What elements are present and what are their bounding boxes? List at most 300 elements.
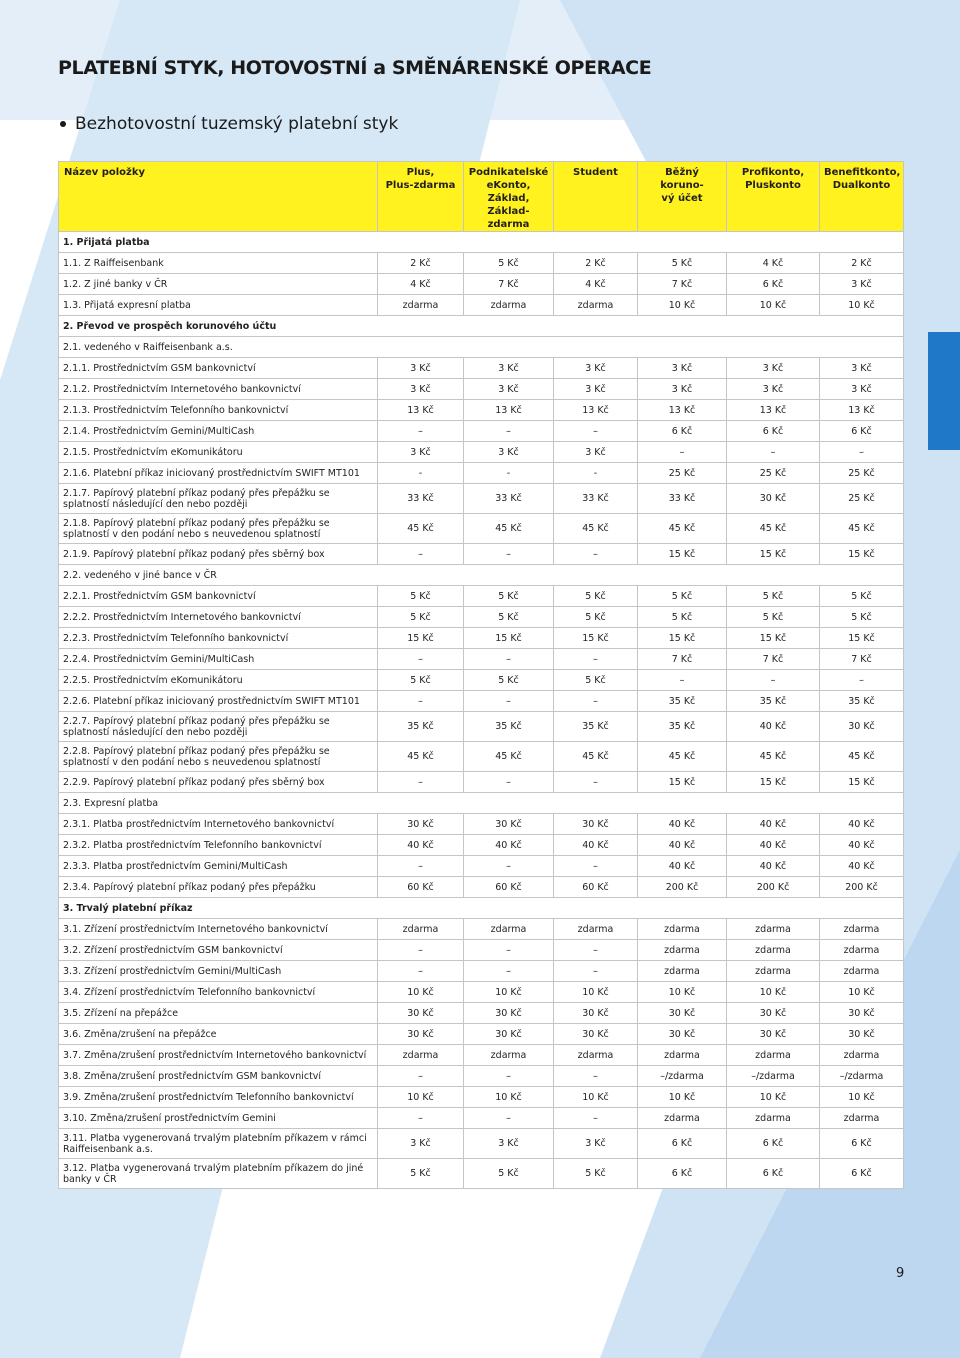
fee-value: 4 Kč xyxy=(727,253,820,274)
fee-value: – xyxy=(378,691,464,712)
header-cell-account: Běžný koruno- vý účet xyxy=(638,162,727,232)
fee-value: 35 Kč xyxy=(378,712,464,742)
fee-value: 10 Kč xyxy=(820,982,904,1003)
page-number: 9 xyxy=(896,1266,905,1281)
fee-value: zdarma xyxy=(727,1045,820,1066)
fee-value: 10 Kč xyxy=(727,1087,820,1108)
fee-value: 40 Kč xyxy=(554,835,638,856)
row-label: 2.2.6. Platební příkaz iniciovaný prostřednictvím SWIFT MT101 xyxy=(59,691,378,712)
fee-value: 13 Kč xyxy=(554,400,638,421)
fee-value: zdarma xyxy=(820,1045,904,1066)
fee-value: 5 Kč xyxy=(464,586,554,607)
fee-value: zdarma xyxy=(820,940,904,961)
page-title: PLATEBNÍ STYK, HOTOVOSTNÍ a SMĚNÁRENSKÉ OPERACE xyxy=(58,57,652,79)
fee-value: 6 Kč xyxy=(727,1129,820,1159)
fee-value: 5 Kč xyxy=(727,586,820,607)
fee-value: zdarma xyxy=(727,961,820,982)
fee-value: 13 Kč xyxy=(638,400,727,421)
fee-value: – xyxy=(464,1108,554,1129)
fee-value: 30 Kč xyxy=(727,484,820,514)
fee-value: 5 Kč xyxy=(378,1159,464,1189)
fee-value: 3 Kč xyxy=(554,442,638,463)
fee-value: 10 Kč xyxy=(638,982,727,1003)
fee-value: 35 Kč xyxy=(638,712,727,742)
fee-value: – xyxy=(554,940,638,961)
row-label: 2.3.4. Papírový platební příkaz podaný přes přepážku xyxy=(59,877,378,898)
row-label: 2.1.4. Prostřednictvím Gemini/MultiCash xyxy=(59,421,378,442)
fee-value: 5 Kč xyxy=(464,1159,554,1189)
fee-value: 30 Kč xyxy=(464,1024,554,1045)
side-tab-marker xyxy=(928,332,960,450)
table-row xyxy=(59,877,904,898)
fee-value: 10 Kč xyxy=(464,982,554,1003)
table-row xyxy=(59,1108,904,1129)
table-row xyxy=(59,1087,904,1108)
fee-value: – xyxy=(727,442,820,463)
table-row xyxy=(59,463,904,484)
row-label: 2.2.3. Prostřednictvím Telefonního bankovnictví xyxy=(59,628,378,649)
table-row xyxy=(59,1045,904,1066)
fee-value: 3 Kč xyxy=(464,358,554,379)
fee-value: 25 Kč xyxy=(820,463,904,484)
fee-value: – xyxy=(464,1066,554,1087)
table-row xyxy=(59,835,904,856)
fee-value: 5 Kč xyxy=(464,607,554,628)
table-row xyxy=(59,1066,904,1087)
fee-value: 25 Kč xyxy=(820,484,904,514)
fee-value: zdarma xyxy=(638,961,727,982)
fee-value: 6 Kč xyxy=(727,1159,820,1189)
row-label: 2.1.9. Papírový platební příkaz podaný přes sběrný box xyxy=(59,544,378,565)
fee-value: 30 Kč xyxy=(378,1003,464,1024)
table-row xyxy=(59,1159,904,1189)
fee-value: 30 Kč xyxy=(638,1003,727,1024)
fee-value: 45 Kč xyxy=(554,742,638,772)
row-label: 1.3. Přijatá expresní platba xyxy=(59,295,378,316)
fee-value: 25 Kč xyxy=(638,463,727,484)
fee-value: – xyxy=(378,421,464,442)
row-label: 2.2.7. Papírový platební příkaz podaný přes přepážku se splatností následující den nebo později xyxy=(59,712,378,742)
fee-value: 5 Kč xyxy=(727,607,820,628)
fee-value: 10 Kč xyxy=(638,1087,727,1108)
fee-value: 35 Kč xyxy=(464,712,554,742)
fee-value: 15 Kč xyxy=(554,628,638,649)
fee-value: 5 Kč xyxy=(554,607,638,628)
fee-value: 15 Kč xyxy=(464,628,554,649)
row-label: 2.2.4. Prostřednictvím Gemini/MultiCash xyxy=(59,649,378,670)
table-row xyxy=(59,358,904,379)
fee-value: – xyxy=(464,772,554,793)
row-label: 3.1. Zřízení prostřednictvím Internetového bankovnictví xyxy=(59,919,378,940)
row-label: 2.1.2. Prostřednictvím Internetového bankovnictví xyxy=(59,379,378,400)
row-label: 3.4. Zřízení prostřednictvím Telefonního bankovnictví xyxy=(59,982,378,1003)
fee-value: 6 Kč xyxy=(727,421,820,442)
fee-value: 33 Kč xyxy=(464,484,554,514)
fee-value: 10 Kč xyxy=(464,1087,554,1108)
fee-value: 15 Kč xyxy=(820,544,904,565)
row-label: 2.3.2. Platba prostřednictvím Telefonního bankovnictví xyxy=(59,835,378,856)
fee-value: 4 Kč xyxy=(554,274,638,295)
fee-value: – xyxy=(638,670,727,691)
row-label: 2.1.5. Prostřednictvím eKomunikátoru xyxy=(59,442,378,463)
fee-value: 13 Kč xyxy=(464,400,554,421)
fee-value: – xyxy=(378,772,464,793)
row-label: 3.10. Změna/zrušení prostřednictvím Gemini xyxy=(59,1108,378,1129)
fee-value: 15 Kč xyxy=(820,628,904,649)
fee-value: 30 Kč xyxy=(378,814,464,835)
table-row xyxy=(59,253,904,274)
fee-value: 13 Kč xyxy=(727,400,820,421)
fee-value: 45 Kč xyxy=(820,514,904,544)
fee-value: 45 Kč xyxy=(378,742,464,772)
table-row xyxy=(59,628,904,649)
table-row xyxy=(59,712,904,742)
fee-value: 6 Kč xyxy=(820,421,904,442)
fee-value: 35 Kč xyxy=(820,691,904,712)
fee-value: 40 Kč xyxy=(820,835,904,856)
table-row xyxy=(59,295,904,316)
row-label: 2.2. vedeného v jiné bance v ČR xyxy=(59,565,904,586)
fee-value: 6 Kč xyxy=(820,1129,904,1159)
fee-value: 15 Kč xyxy=(638,628,727,649)
table-row xyxy=(59,772,904,793)
header-cell-name: Název položky xyxy=(59,162,378,232)
row-label: 3.8. Změna/zrušení prostřednictvím GSM bankovnictví xyxy=(59,1066,378,1087)
fee-value: zdarma xyxy=(378,919,464,940)
table-row xyxy=(59,1024,904,1045)
fee-value: zdarma xyxy=(464,295,554,316)
fee-value: – xyxy=(554,961,638,982)
fee-value: 5 Kč xyxy=(638,253,727,274)
table-row xyxy=(59,400,904,421)
fee-value: 30 Kč xyxy=(727,1003,820,1024)
fee-value: 13 Kč xyxy=(820,400,904,421)
subsection-row xyxy=(59,565,904,586)
fee-value: 5 Kč xyxy=(464,670,554,691)
table-row xyxy=(59,814,904,835)
fee-value: 5 Kč xyxy=(378,586,464,607)
fee-value: 15 Kč xyxy=(727,772,820,793)
fee-value: 40 Kč xyxy=(464,835,554,856)
header-cell-account: Podnikatelské eKonto, Základ, Základ-zdarma xyxy=(464,162,554,232)
section-row xyxy=(59,232,904,253)
fee-value: 45 Kč xyxy=(820,742,904,772)
fee-value: 10 Kč xyxy=(820,295,904,316)
fee-value: 5 Kč xyxy=(378,607,464,628)
row-label: 3. Trvalý platební příkaz xyxy=(59,898,904,919)
fee-value: 3 Kč xyxy=(464,379,554,400)
row-label: 2.3. Expresní platba xyxy=(59,793,904,814)
fee-value: – xyxy=(820,670,904,691)
fee-value: – xyxy=(378,1108,464,1129)
fee-value: 3 Kč xyxy=(464,1129,554,1159)
fee-value: 10 Kč xyxy=(727,295,820,316)
fee-value: 2 Kč xyxy=(378,253,464,274)
table-row xyxy=(59,1129,904,1159)
table-row xyxy=(59,856,904,877)
fee-value: 5 Kč xyxy=(464,253,554,274)
fee-value: 33 Kč xyxy=(638,484,727,514)
fee-value: 35 Kč xyxy=(554,712,638,742)
section-row xyxy=(59,898,904,919)
fee-table xyxy=(58,161,904,1189)
fee-value: 45 Kč xyxy=(464,742,554,772)
fee-value: 40 Kč xyxy=(638,856,727,877)
row-label: 3.9. Změna/zrušení prostřednictvím Telefonního bankovnictví xyxy=(59,1087,378,1108)
fee-value: 15 Kč xyxy=(638,544,727,565)
fee-value: - xyxy=(554,463,638,484)
table-row xyxy=(59,1003,904,1024)
subsection-row xyxy=(59,337,904,358)
fee-value: 30 Kč xyxy=(820,1024,904,1045)
fee-value: 3 Kč xyxy=(554,358,638,379)
fee-value: zdarma xyxy=(554,295,638,316)
fee-value: 5 Kč xyxy=(638,586,727,607)
fee-value: 60 Kč xyxy=(554,877,638,898)
fee-value: –/zdarma xyxy=(727,1066,820,1087)
fee-value: 3 Kč xyxy=(820,358,904,379)
section-row xyxy=(59,316,904,337)
fee-value: 30 Kč xyxy=(464,814,554,835)
fee-value: 45 Kč xyxy=(638,514,727,544)
fee-value: 40 Kč xyxy=(727,712,820,742)
fee-value: – xyxy=(378,940,464,961)
table-row xyxy=(59,586,904,607)
fee-value: 45 Kč xyxy=(554,514,638,544)
row-label: 1. Přijatá platba xyxy=(59,232,904,253)
fee-value: 3 Kč xyxy=(638,358,727,379)
fee-value: zdarma xyxy=(378,295,464,316)
fee-value: – xyxy=(378,961,464,982)
header-cell-account: Profikonto, Pluskonto xyxy=(727,162,820,232)
fee-value: 15 Kč xyxy=(727,544,820,565)
fee-value: 7 Kč xyxy=(638,649,727,670)
fee-value: 45 Kč xyxy=(638,742,727,772)
fee-value: 6 Kč xyxy=(820,1159,904,1189)
fee-value: zdarma xyxy=(554,1045,638,1066)
fee-value: 7 Kč xyxy=(727,649,820,670)
fee-value: – xyxy=(554,1066,638,1087)
fee-value: 15 Kč xyxy=(638,772,727,793)
fee-value: zdarma xyxy=(820,1108,904,1129)
table-row xyxy=(59,742,904,772)
row-label: 3.2. Zřízení prostřednictvím GSM bankovnictví xyxy=(59,940,378,961)
fee-value: 3 Kč xyxy=(820,379,904,400)
fee-value: 40 Kč xyxy=(638,835,727,856)
fee-value: – xyxy=(554,772,638,793)
fee-value: 200 Kč xyxy=(638,877,727,898)
fee-value: 10 Kč xyxy=(638,295,727,316)
fee-value: zdarma xyxy=(727,1108,820,1129)
fee-value: 7 Kč xyxy=(638,274,727,295)
fee-value: –/zdarma xyxy=(638,1066,727,1087)
fee-value: 200 Kč xyxy=(727,877,820,898)
fee-value: – xyxy=(378,649,464,670)
fee-value: 40 Kč xyxy=(638,814,727,835)
fee-value: 40 Kč xyxy=(727,835,820,856)
row-label: 2.2.5. Prostřednictvím eKomunikátoru xyxy=(59,670,378,691)
fee-value: 30 Kč xyxy=(820,712,904,742)
fee-value: zdarma xyxy=(820,961,904,982)
fee-value: 40 Kč xyxy=(378,835,464,856)
fee-value: 5 Kč xyxy=(820,607,904,628)
table-row xyxy=(59,274,904,295)
fee-value: 30 Kč xyxy=(378,1024,464,1045)
fee-value: 6 Kč xyxy=(638,1129,727,1159)
row-label: 2.2.1. Prostřednictvím GSM bankovnictví xyxy=(59,586,378,607)
table-body xyxy=(59,232,904,1189)
fee-value: zdarma xyxy=(638,1045,727,1066)
fee-value: 3 Kč xyxy=(638,379,727,400)
fee-value: 200 Kč xyxy=(820,877,904,898)
table-row xyxy=(59,484,904,514)
row-label: 3.5. Zřízení na přepážce xyxy=(59,1003,378,1024)
table-row xyxy=(59,544,904,565)
fee-value: – xyxy=(727,670,820,691)
fee-value: zdarma xyxy=(464,919,554,940)
fee-value: zdarma xyxy=(727,940,820,961)
fee-value: 15 Kč xyxy=(820,772,904,793)
fee-value: – xyxy=(554,1108,638,1129)
fee-value: 3 Kč xyxy=(727,358,820,379)
fee-value: 4 Kč xyxy=(378,274,464,295)
fee-value: 10 Kč xyxy=(820,1087,904,1108)
fee-value: 30 Kč xyxy=(554,814,638,835)
row-label: 2.2.2. Prostřednictvím Internetového bankovnictví xyxy=(59,607,378,628)
row-label: 2.1.8. Papírový platební příkaz podaný přes přepážku se splatností v den podání nebo s neuvedenou splatností xyxy=(59,514,378,544)
fee-value: 33 Kč xyxy=(554,484,638,514)
header-cell-account: Benefitkonto, Dualkonto xyxy=(820,162,904,232)
table-row xyxy=(59,919,904,940)
table-row xyxy=(59,982,904,1003)
table-row xyxy=(59,379,904,400)
header-cell-account: Student xyxy=(554,162,638,232)
row-label: 3.7. Změna/zrušení prostřednictvím Internetového bankovnictví xyxy=(59,1045,378,1066)
fee-value: 60 Kč xyxy=(378,877,464,898)
fee-value: – xyxy=(378,1066,464,1087)
header-cell-account: Plus, Plus-zdarma xyxy=(378,162,464,232)
table-row xyxy=(59,940,904,961)
fee-value: - xyxy=(464,463,554,484)
fee-value: zdarma xyxy=(638,919,727,940)
fee-value: 3 Kč xyxy=(554,1129,638,1159)
fee-value: 3 Kč xyxy=(464,442,554,463)
fee-value: – xyxy=(464,421,554,442)
row-label: 3.11. Platba vygenerovaná trvalým platebním příkazem v rámci Raiffeisenbank a.s. xyxy=(59,1129,378,1159)
fee-value: – xyxy=(554,856,638,877)
fee-value: 10 Kč xyxy=(727,982,820,1003)
fee-value: 5 Kč xyxy=(554,586,638,607)
fee-value: – xyxy=(464,544,554,565)
fee-value: 5 Kč xyxy=(378,670,464,691)
fee-value: 30 Kč xyxy=(638,1024,727,1045)
fee-value: – xyxy=(638,442,727,463)
fee-value: 25 Kč xyxy=(727,463,820,484)
table-row xyxy=(59,961,904,982)
fee-value: - xyxy=(378,463,464,484)
fee-value: – xyxy=(554,544,638,565)
fee-value: 3 Kč xyxy=(378,358,464,379)
section-title xyxy=(60,114,398,134)
section-title-text: Bezhotovostní tuzemský platební styk xyxy=(75,114,399,134)
fee-value: – xyxy=(464,856,554,877)
row-label: 2.1.7. Papírový platební příkaz podaný přes přepážku se splatností následující den nebo později xyxy=(59,484,378,514)
fee-value: – xyxy=(378,856,464,877)
fee-value: 30 Kč xyxy=(820,1003,904,1024)
fee-value: 7 Kč xyxy=(464,274,554,295)
fee-value: 35 Kč xyxy=(727,691,820,712)
table-row xyxy=(59,442,904,463)
row-label: 2. Převod ve prospěch korunového účtu xyxy=(59,316,904,337)
row-label: 3.12. Platba vygenerovaná trvalým platebním příkazem do jiné banky v ČR xyxy=(59,1159,378,1189)
fee-value: 5 Kč xyxy=(638,607,727,628)
row-label: 2.1.1. Prostřednictvím GSM bankovnictví xyxy=(59,358,378,379)
fee-value: 15 Kč xyxy=(378,628,464,649)
fee-value: 6 Kč xyxy=(638,421,727,442)
fee-value: 60 Kč xyxy=(464,877,554,898)
fee-value: 45 Kč xyxy=(464,514,554,544)
fee-value: zdarma xyxy=(464,1045,554,1066)
table-row xyxy=(59,649,904,670)
row-label: 2.2.8. Papírový platební příkaz podaný přes přepážku se splatností v den podání nebo s neuvedenou splatností xyxy=(59,742,378,772)
fee-value: 45 Kč xyxy=(378,514,464,544)
fee-value: – xyxy=(464,961,554,982)
fee-value: 40 Kč xyxy=(727,856,820,877)
fee-value: 2 Kč xyxy=(820,253,904,274)
fee-value: 6 Kč xyxy=(727,274,820,295)
fee-value: 3 Kč xyxy=(820,274,904,295)
fee-value: – xyxy=(554,649,638,670)
fee-value: zdarma xyxy=(554,919,638,940)
fee-value: 6 Kč xyxy=(638,1159,727,1189)
fee-value: – xyxy=(378,544,464,565)
fee-value: 35 Kč xyxy=(638,691,727,712)
fee-value: 10 Kč xyxy=(554,1087,638,1108)
row-label: 2.1. vedeného v Raiffeisenbank a.s. xyxy=(59,337,904,358)
subsection-row xyxy=(59,793,904,814)
fee-value: – xyxy=(464,649,554,670)
fee-value: zdarma xyxy=(727,919,820,940)
fee-value: 3 Kč xyxy=(378,1129,464,1159)
fee-value: 2 Kč xyxy=(554,253,638,274)
fee-value: 13 Kč xyxy=(378,400,464,421)
fee-value: 45 Kč xyxy=(727,742,820,772)
row-label: 3.3. Zřízení prostřednictvím Gemini/MultiCash xyxy=(59,961,378,982)
fee-value: 3 Kč xyxy=(554,379,638,400)
fee-value: 3 Kč xyxy=(378,442,464,463)
fee-value: 5 Kč xyxy=(820,586,904,607)
table-row xyxy=(59,691,904,712)
table-header-row xyxy=(59,162,904,232)
fee-value: 3 Kč xyxy=(378,379,464,400)
fee-value: zdarma xyxy=(378,1045,464,1066)
fee-value: 40 Kč xyxy=(820,814,904,835)
fee-value: 10 Kč xyxy=(378,1087,464,1108)
table-row xyxy=(59,670,904,691)
fee-value: – xyxy=(554,421,638,442)
fee-value: 30 Kč xyxy=(554,1003,638,1024)
table-row xyxy=(59,607,904,628)
row-label: 3.6. Změna/zrušení na přepážce xyxy=(59,1024,378,1045)
row-label: 2.1.6. Platební příkaz iniciovaný prostřednictvím SWIFT MT101 xyxy=(59,463,378,484)
fee-value: 15 Kč xyxy=(727,628,820,649)
fee-value: – xyxy=(464,940,554,961)
table-row xyxy=(59,514,904,544)
fee-value: 45 Kč xyxy=(727,514,820,544)
fee-value: 40 Kč xyxy=(727,814,820,835)
fee-value: zdarma xyxy=(638,940,727,961)
fee-value: 10 Kč xyxy=(378,982,464,1003)
